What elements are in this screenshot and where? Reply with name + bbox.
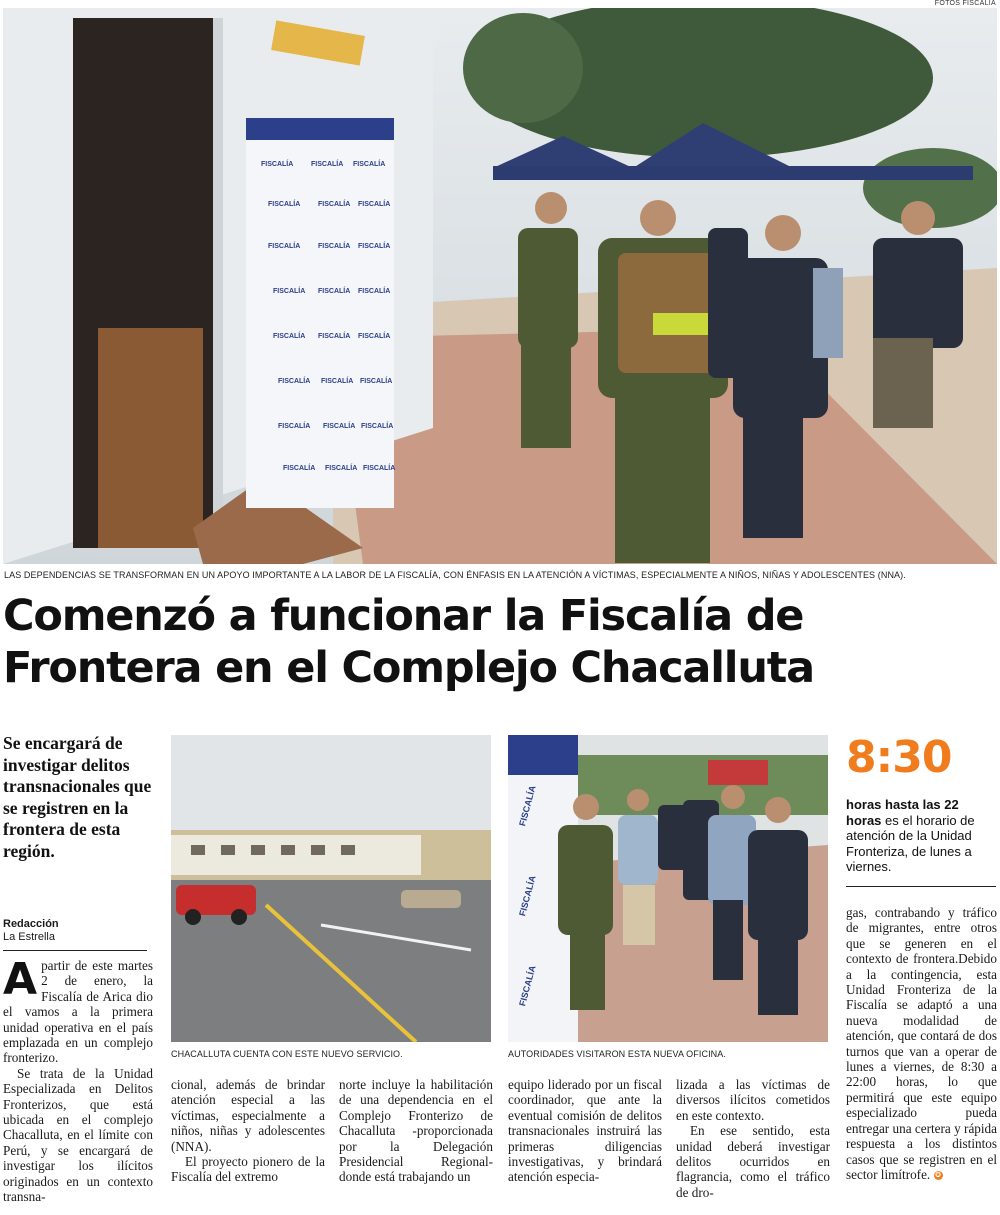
svg-text:FISCALÍA: FISCALÍA: [318, 333, 351, 340]
end-mark-icon: ✪: [935, 1171, 941, 1180]
byline-outlet: La Estrella: [3, 931, 55, 943]
svg-text:FISCALÍA: FISCALÍA: [325, 465, 358, 472]
body-column-1: [3, 958, 153, 1215]
svg-text:FISCALÍA: FISCALÍA: [318, 201, 351, 208]
svg-text:FISCALÍA: FISCALÍA: [273, 288, 306, 295]
svg-text:FISCALÍA: FISCALÍA: [323, 423, 356, 430]
svg-text:FISCALÍA: FISCALÍA: [318, 288, 351, 295]
svg-text:FISCALÍA: FISCALÍA: [268, 201, 301, 208]
body-column-6: [846, 905, 997, 1215]
factbox-lead: horas hasta las 22 horas: [846, 797, 959, 828]
main-photo: [3, 8, 997, 564]
authorities-photo: [508, 735, 828, 1042]
svg-text:FISCALÍA: FISCALÍA: [273, 333, 306, 340]
svg-text:FISCALÍA: FISCALÍA: [353, 161, 386, 168]
factbox-body: es el horario de atención de la Unidad Fronteriza, de lunes a viernes.: [846, 812, 975, 874]
factbox-number: 8:30: [846, 732, 952, 783]
body-paragraph: En ese sentido, esta unidad deberá investigar delitos ocurridos en flagrancia, como el tráfico de dro-: [676, 1123, 830, 1200]
svg-text:FISCALÍA: FISCALÍA: [321, 378, 354, 385]
svg-text:FISCALÍA: FISCALÍA: [358, 201, 391, 208]
body-column-3: [339, 1077, 493, 1215]
byline-rule: [3, 950, 147, 951]
main-photo-caption: LAS DEPENDENCIAS SE TRANSFORMAN EN UN APOYO IMPORTANTE A LA LABOR DE LA FISCALÍA, CON ÉNFASIS EN LA ATENCIÓN A VÍCTIMAS, ESPECIALMENTE A NIÑOS, NIÑAS Y ADOLESCENTES (NNA).: [4, 570, 906, 580]
banner-text: FISCALÍA: [261, 161, 294, 168]
complex-photo-caption: CHACALLUTA CUENTA CON ESTE NUEVO SERVICIO.: [171, 1049, 403, 1059]
svg-text:FISCALÍA: FISCALÍA: [278, 378, 311, 385]
svg-text:FISCALÍA: FISCALÍA: [311, 161, 344, 168]
svg-text:FISCALÍA: FISCALÍA: [358, 333, 391, 340]
body-paragraph: El proyecto pionero de la Fiscalía del extremo: [171, 1154, 325, 1185]
authorities-photo-caption: AUTORIDADES VISITARON ESTA NUEVA OFICINA.: [508, 1049, 726, 1059]
svg-text:FISCALÍA: FISCALÍA: [517, 874, 538, 918]
svg-text:FISCALÍA: FISCALÍA: [283, 465, 316, 472]
svg-text:FISCALÍA: FISCALÍA: [363, 465, 396, 472]
headline: [3, 590, 997, 694]
svg-text:FISCALÍA: FISCALÍA: [268, 243, 301, 250]
byline-author: Redacción: [3, 918, 59, 930]
factbox-text: [846, 797, 996, 875]
body-paragraph: gas, contrabando y tráfico de migrantes, entre otros que se generen en el contexto de frontera.Debido a la contingencia, esta Unidad Fronteriza de la Fiscalía se adaptó a una nueva modalidad de atención, que contará de dos turnos que van a operar de lunes a viernes, de 8:30 a 22:00 horas, lo que permitirá que este equipo especializado pueda entregar una certera y rápida respuesta a los distintos casos que se registren en el sector limítrofe.: [846, 905, 997, 1182]
svg-text:FISCALÍA: FISCALÍA: [360, 378, 393, 385]
svg-text:FISCALÍA: FISCALÍA: [361, 423, 394, 430]
complex-photo: [171, 735, 491, 1042]
headline-line1: Comenzó a funcionar la Fiscalía de: [3, 591, 804, 641]
svg-text:FISCALÍA: FISCALÍA: [278, 423, 311, 430]
body-paragraph: Se trata de la Unidad Especializada en Delitos Fronterizos, que está ubicada en el complejo Chacalluta, en el límite con Perú, y se encargará de investigar los ilícitos originados en un contexto transna-: [3, 1065, 153, 1205]
svg-text:FISCALÍA: FISCALÍA: [358, 288, 391, 295]
svg-text:FISCALÍA: FISCALÍA: [318, 243, 351, 250]
body-paragraph: equipo liderado por un fiscal coordinador, que ante la eventual comisión de delitos transnacionales instruirá las primeras diligencias investigativas, y brindará atención especia-: [508, 1077, 662, 1185]
body-column-4: [508, 1077, 662, 1215]
svg-text:FISCALÍA: FISCALÍA: [517, 964, 538, 1008]
svg-text:FISCALÍA: FISCALÍA: [517, 784, 538, 828]
headline-line2: Frontera en el Complejo Chacalluta: [3, 643, 814, 693]
body-paragraph: cional, además de brindar atención especial a las víctimas, especialmente a niños, niñas y adolescentes (NNA).: [171, 1077, 325, 1154]
factbox-rule: [846, 886, 996, 887]
body-column-2: [171, 1077, 325, 1215]
photo-credit: FOTOS FISCALÍA: [934, 0, 996, 7]
svg-text:FISCALÍA: FISCALÍA: [358, 243, 391, 250]
body-paragraph: partir de este martes 2 de enero, la Fiscalía de Arica dio el vamos a la primera unidad operativa en el país emplazada en un complejo fronterizo.: [3, 958, 153, 1066]
body-paragraph: lizada a las víctimas de diversos ilícitos cometidos en este contexto.: [676, 1077, 830, 1123]
dropcap: A: [3, 958, 38, 1005]
deck: Se encargará de investigar delitos transnacionales que se registren en la frontera de esta región.: [3, 733, 152, 861]
body-paragraph: norte incluye la habilitación de una dependencia en el Complejo Fronterizo de Chacalluta -proporcionada por la Delegación Presidencial Regional- donde está trabajando un: [339, 1077, 493, 1185]
body-column-5: [676, 1077, 830, 1215]
byline: [3, 918, 59, 944]
